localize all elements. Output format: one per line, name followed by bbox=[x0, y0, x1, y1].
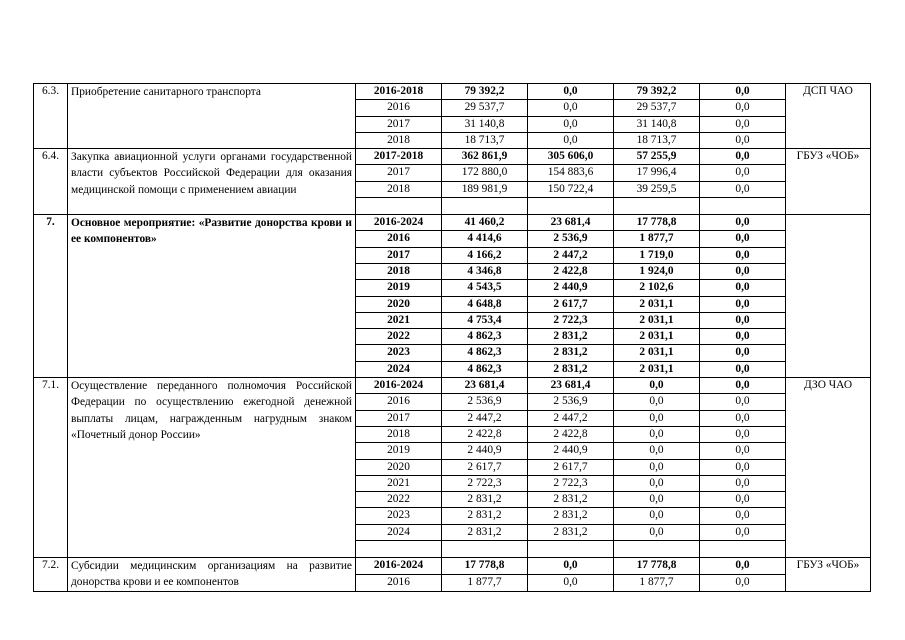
regional-budget-cell: 57 255,9 bbox=[614, 149, 700, 165]
federal-budget-cell: 2 831,2 bbox=[528, 492, 614, 508]
period-cell: 2016 bbox=[356, 574, 442, 591]
other-sources-cell: 0,0 bbox=[700, 459, 786, 475]
period-cell: 2017 bbox=[356, 116, 442, 132]
period-cell: 2016-2024 bbox=[356, 378, 442, 394]
period-cell: 2023 bbox=[356, 508, 442, 524]
total-amount-cell: 41 460,2 bbox=[442, 215, 528, 231]
federal-budget-cell: 0,0 bbox=[528, 100, 614, 116]
federal-budget-cell: 2 536,9 bbox=[528, 231, 614, 247]
other-sources-cell: 0,0 bbox=[700, 361, 786, 377]
total-amount-cell: 2 440,9 bbox=[442, 443, 528, 459]
regional-budget-cell: 29 537,7 bbox=[614, 100, 700, 116]
federal-budget-cell: 2 722,3 bbox=[528, 312, 614, 328]
regional-budget-cell: 2 031,1 bbox=[614, 329, 700, 345]
other-sources-cell: 0,0 bbox=[700, 165, 786, 181]
section-description: Осуществление переданного полномочия Российской Федерации по осуществлению ежегодной денежной выплаты лицам, награжденным нагрудным знаком «Почетный донор России» bbox=[68, 378, 356, 558]
table-row bbox=[34, 84, 871, 100]
regional-budget-cell: 0,0 bbox=[614, 426, 700, 442]
regional-budget-cell: 1 877,7 bbox=[614, 574, 700, 591]
federal-budget-cell: 2 831,2 bbox=[528, 524, 614, 540]
other-sources-cell: 0,0 bbox=[700, 524, 786, 540]
other-sources-cell: 0,0 bbox=[700, 181, 786, 197]
section-description: Субсидии медицинским организациям на развитие донорства крови и ее компонентов bbox=[68, 558, 356, 592]
table-row bbox=[34, 215, 871, 231]
section-number: 7. bbox=[34, 215, 68, 378]
other-sources-cell: 0,0 bbox=[700, 475, 786, 491]
other-sources-cell: 0,0 bbox=[700, 116, 786, 132]
regional-budget-cell: 0,0 bbox=[614, 508, 700, 524]
total-amount-cell: 172 880,0 bbox=[442, 165, 528, 181]
period-cell: 2016 bbox=[356, 394, 442, 410]
federal-budget-cell: 2 831,2 bbox=[528, 329, 614, 345]
federal-budget-cell: 2 440,9 bbox=[528, 443, 614, 459]
other-sources-cell: 0,0 bbox=[700, 149, 786, 165]
total-amount-cell: 362 861,9 bbox=[442, 149, 528, 165]
other-sources-cell: 0,0 bbox=[700, 215, 786, 231]
responsible-executor: ГБУЗ «ЧОБ» bbox=[786, 558, 871, 592]
responsible-executor: ДЗО ЧАО bbox=[786, 378, 871, 558]
regional-budget-cell: 0,0 bbox=[614, 492, 700, 508]
federal-budget-cell: 2 422,8 bbox=[528, 426, 614, 442]
federal-budget-cell bbox=[528, 541, 614, 558]
federal-budget-cell: 0,0 bbox=[528, 84, 614, 100]
federal-budget-cell: 23 681,4 bbox=[528, 215, 614, 231]
federal-budget-cell: 2 831,2 bbox=[528, 361, 614, 377]
regional-budget-cell: 0,0 bbox=[614, 475, 700, 491]
period-cell: 2017 bbox=[356, 410, 442, 426]
other-sources-cell: 0,0 bbox=[700, 378, 786, 394]
other-sources-cell: 0,0 bbox=[700, 492, 786, 508]
period-cell: 2017 bbox=[356, 247, 442, 263]
regional-budget-cell: 2 031,1 bbox=[614, 345, 700, 361]
total-amount-cell: 4 543,5 bbox=[442, 280, 528, 296]
period-cell: 2024 bbox=[356, 361, 442, 377]
other-sources-cell: 0,0 bbox=[700, 410, 786, 426]
regional-budget-cell: 2 031,1 bbox=[614, 312, 700, 328]
total-amount-cell: 4 753,4 bbox=[442, 312, 528, 328]
federal-budget-cell: 2 617,7 bbox=[528, 459, 614, 475]
other-sources-cell: 0,0 bbox=[700, 345, 786, 361]
table-row bbox=[34, 558, 871, 575]
regional-budget-cell: 2 102,6 bbox=[614, 280, 700, 296]
period-cell: 2017-2018 bbox=[356, 149, 442, 165]
total-amount-cell: 2 617,7 bbox=[442, 459, 528, 475]
total-amount-cell: 79 392,2 bbox=[442, 84, 528, 100]
federal-budget-cell: 2 722,3 bbox=[528, 475, 614, 491]
period-cell: 2024 bbox=[356, 524, 442, 540]
total-amount-cell: 4 346,8 bbox=[442, 263, 528, 279]
other-sources-cell bbox=[700, 198, 786, 215]
total-amount-cell: 4 862,3 bbox=[442, 329, 528, 345]
total-amount-cell: 23 681,4 bbox=[442, 378, 528, 394]
regional-budget-cell: 0,0 bbox=[614, 378, 700, 394]
responsible-executor bbox=[786, 215, 871, 378]
federal-budget-cell: 2 447,2 bbox=[528, 247, 614, 263]
federal-budget-cell: 2 831,2 bbox=[528, 508, 614, 524]
section-number: 6.3. bbox=[34, 84, 68, 149]
federal-budget-cell: 2 617,7 bbox=[528, 296, 614, 312]
federal-budget-cell: 0,0 bbox=[528, 574, 614, 591]
other-sources-cell bbox=[700, 541, 786, 558]
other-sources-cell: 0,0 bbox=[700, 280, 786, 296]
other-sources-cell: 0,0 bbox=[700, 329, 786, 345]
total-amount-cell: 18 713,7 bbox=[442, 132, 528, 148]
responsible-executor: ДСП ЧАО bbox=[786, 84, 871, 149]
table-row bbox=[34, 149, 871, 165]
regional-budget-cell: 0,0 bbox=[614, 394, 700, 410]
other-sources-cell: 0,0 bbox=[700, 394, 786, 410]
period-cell: 2016 bbox=[356, 231, 442, 247]
total-amount-cell: 2 422,8 bbox=[442, 426, 528, 442]
federal-budget-cell: 2 536,9 bbox=[528, 394, 614, 410]
regional-budget-cell: 1 877,7 bbox=[614, 231, 700, 247]
other-sources-cell: 0,0 bbox=[700, 263, 786, 279]
total-amount-cell: 2 831,2 bbox=[442, 508, 528, 524]
regional-budget-cell: 17 778,8 bbox=[614, 558, 700, 575]
period-cell: 2022 bbox=[356, 492, 442, 508]
period-cell: 2021 bbox=[356, 312, 442, 328]
total-amount-cell: 4 166,2 bbox=[442, 247, 528, 263]
total-amount-cell: 17 778,8 bbox=[442, 558, 528, 575]
federal-budget-cell: 2 447,2 bbox=[528, 410, 614, 426]
period-cell: 2022 bbox=[356, 329, 442, 345]
other-sources-cell: 0,0 bbox=[700, 312, 786, 328]
section-description: Закупка авиационной услуги органами государственной власти субъектов Российской Федерации для оказания медицинской помощи с применением авиации bbox=[68, 149, 356, 215]
regional-budget-cell: 39 259,5 bbox=[614, 181, 700, 197]
regional-budget-cell bbox=[614, 541, 700, 558]
total-amount-cell: 189 981,9 bbox=[442, 181, 528, 197]
federal-budget-cell: 2 440,9 bbox=[528, 280, 614, 296]
federal-budget-cell bbox=[528, 198, 614, 215]
responsible-executor: ГБУЗ «ЧОБ» bbox=[786, 149, 871, 215]
other-sources-cell: 0,0 bbox=[700, 443, 786, 459]
funding-table bbox=[33, 83, 871, 592]
total-amount-cell: 2 831,2 bbox=[442, 524, 528, 540]
period-cell: 2021 bbox=[356, 475, 442, 491]
other-sources-cell: 0,0 bbox=[700, 574, 786, 591]
section-number: 7.1. bbox=[34, 378, 68, 558]
other-sources-cell: 0,0 bbox=[700, 231, 786, 247]
period-cell bbox=[356, 198, 442, 215]
total-amount-cell: 31 140,8 bbox=[442, 116, 528, 132]
total-amount-cell: 4 648,8 bbox=[442, 296, 528, 312]
regional-budget-cell: 0,0 bbox=[614, 459, 700, 475]
other-sources-cell: 0,0 bbox=[700, 84, 786, 100]
total-amount-cell: 4 414,6 bbox=[442, 231, 528, 247]
period-cell: 2016-2018 bbox=[356, 84, 442, 100]
period-cell: 2017 bbox=[356, 165, 442, 181]
regional-budget-cell: 0,0 bbox=[614, 524, 700, 540]
section-description: Приобретение санитарного транспорта bbox=[68, 84, 356, 149]
table-row bbox=[34, 378, 871, 394]
total-amount-cell: 29 537,7 bbox=[442, 100, 528, 116]
total-amount-cell bbox=[442, 541, 528, 558]
other-sources-cell: 0,0 bbox=[700, 132, 786, 148]
section-number: 7.2. bbox=[34, 558, 68, 592]
total-amount-cell: 1 877,7 bbox=[442, 574, 528, 591]
federal-budget-cell: 0,0 bbox=[528, 132, 614, 148]
total-amount-cell: 2 447,2 bbox=[442, 410, 528, 426]
period-cell: 2020 bbox=[356, 459, 442, 475]
other-sources-cell: 0,0 bbox=[700, 296, 786, 312]
regional-budget-cell: 2 031,1 bbox=[614, 296, 700, 312]
period-cell: 2019 bbox=[356, 280, 442, 296]
total-amount-cell bbox=[442, 198, 528, 215]
period-cell: 2020 bbox=[356, 296, 442, 312]
regional-budget-cell: 2 031,1 bbox=[614, 361, 700, 377]
regional-budget-cell: 1 924,0 bbox=[614, 263, 700, 279]
period-cell: 2018 bbox=[356, 132, 442, 148]
other-sources-cell: 0,0 bbox=[700, 426, 786, 442]
regional-budget-cell bbox=[614, 198, 700, 215]
total-amount-cell: 4 862,3 bbox=[442, 345, 528, 361]
total-amount-cell: 2 831,2 bbox=[442, 492, 528, 508]
period-cell: 2023 bbox=[356, 345, 442, 361]
period-cell: 2019 bbox=[356, 443, 442, 459]
period-cell: 2016-2024 bbox=[356, 215, 442, 231]
federal-budget-cell: 150 722,4 bbox=[528, 181, 614, 197]
regional-budget-cell: 1 719,0 bbox=[614, 247, 700, 263]
period-cell: 2018 bbox=[356, 263, 442, 279]
regional-budget-cell: 31 140,8 bbox=[614, 116, 700, 132]
other-sources-cell: 0,0 bbox=[700, 100, 786, 116]
federal-budget-cell: 305 606,0 bbox=[528, 149, 614, 165]
total-amount-cell: 2 722,3 bbox=[442, 475, 528, 491]
other-sources-cell: 0,0 bbox=[700, 558, 786, 575]
period-cell: 2018 bbox=[356, 426, 442, 442]
federal-budget-cell: 2 831,2 bbox=[528, 345, 614, 361]
federal-budget-cell: 154 883,6 bbox=[528, 165, 614, 181]
regional-budget-cell: 17 996,4 bbox=[614, 165, 700, 181]
regional-budget-cell: 79 392,2 bbox=[614, 84, 700, 100]
period-cell bbox=[356, 541, 442, 558]
period-cell: 2016 bbox=[356, 100, 442, 116]
section-description: Основное мероприятие: «Развитие донорства крови и ее компонентов» bbox=[68, 215, 356, 378]
regional-budget-cell: 0,0 bbox=[614, 443, 700, 459]
period-cell: 2018 bbox=[356, 181, 442, 197]
total-amount-cell: 4 862,3 bbox=[442, 361, 528, 377]
other-sources-cell: 0,0 bbox=[700, 247, 786, 263]
regional-budget-cell: 0,0 bbox=[614, 410, 700, 426]
regional-budget-cell: 18 713,7 bbox=[614, 132, 700, 148]
federal-budget-cell: 23 681,4 bbox=[528, 378, 614, 394]
federal-budget-cell: 0,0 bbox=[528, 116, 614, 132]
federal-budget-cell: 0,0 bbox=[528, 558, 614, 575]
period-cell: 2016-2024 bbox=[356, 558, 442, 575]
regional-budget-cell: 17 778,8 bbox=[614, 215, 700, 231]
other-sources-cell: 0,0 bbox=[700, 508, 786, 524]
section-number: 6.4. bbox=[34, 149, 68, 215]
federal-budget-cell: 2 422,8 bbox=[528, 263, 614, 279]
total-amount-cell: 2 536,9 bbox=[442, 394, 528, 410]
